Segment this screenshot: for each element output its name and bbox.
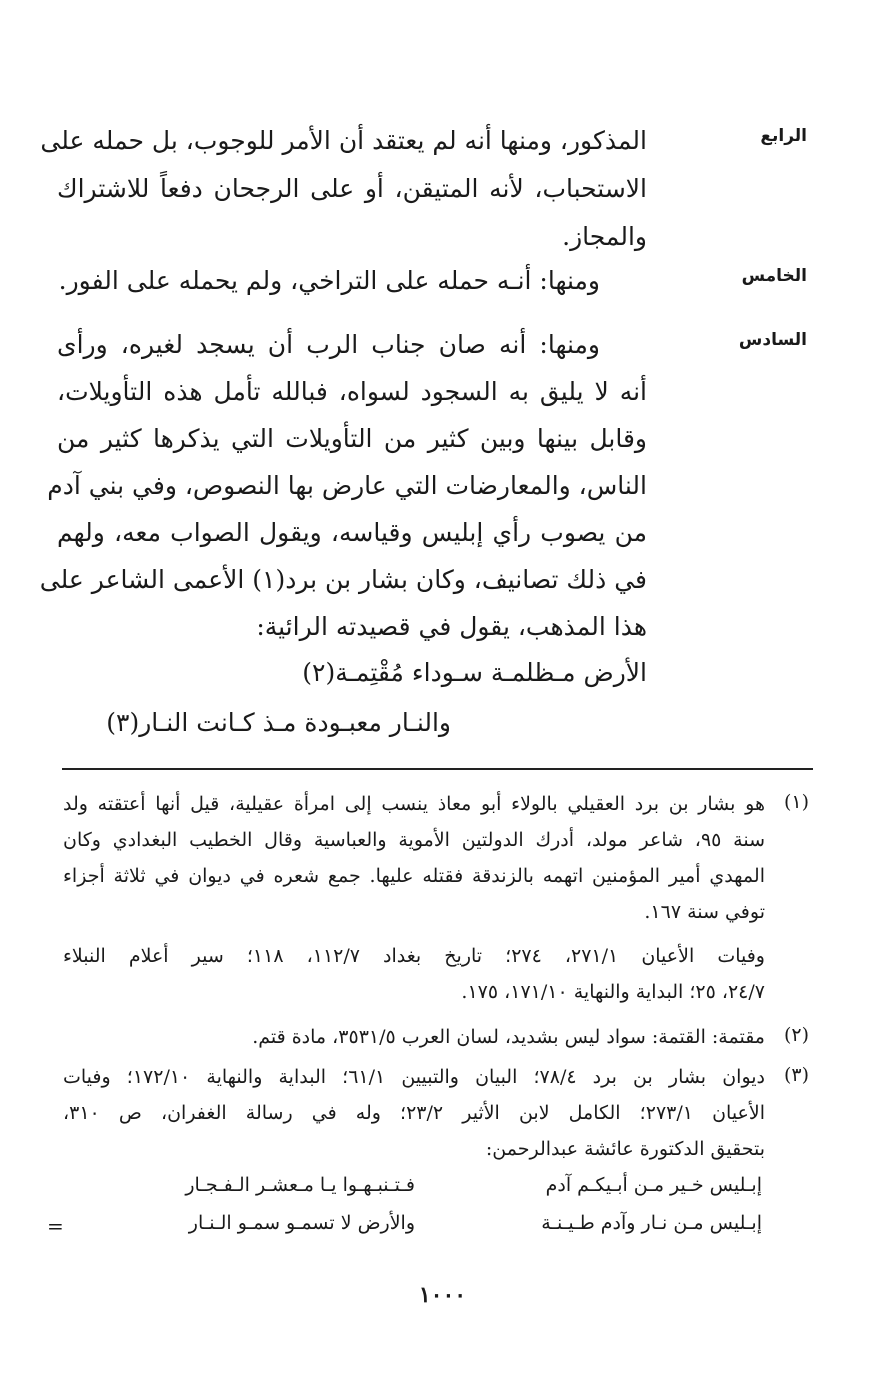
footnote-line: وفيات الأعيان ٢٧١/١، ٢٧٤؛ تاريخ بغداد ١١٢/٧، ١١٨؛ سير أعلام النبلاء [63,945,765,967]
text-line: المذكور، ومنها أنه لم يعتقد أن الأمر للوجوب، بل حمله على [40,126,647,155]
footnote-line: هو بشار بن برد العقيلي بالولاء أبو معاذ ينسب إلى امرأة عقيلية، قيل أنها أعتقته ولد [63,793,765,815]
poem-hemistich-left: فـتـنبـهـوا يـا مـعشـر الـفـجـار [185,1174,415,1196]
text-line: وقابل بينها وبين كثير من التأويلات التي يذكرها كثير من [57,424,647,453]
footnote-line: الأعيان ٢٧٣/١؛ الكامل لابن الأثير ٢٣/٢؛ وله في رسالة الغفران، ص ٣١٠، [63,1102,766,1124]
section-marker: الخامس [741,266,807,286]
text-line: من يصوب رأي إبليس وقياسه، ويقول الصواب معه، ولهم [57,518,647,547]
verse-second-hemistich: والنـار معبـودة مـذ كـانت النـار(٣) [106,708,451,737]
footnote-number: (٣) [783,1064,809,1086]
footnote-line: المهدي أمير المؤمنين اتهمه بالزندقة فقتله عليها. جمع شعره في ديوان في ثلاثة أجزاء [63,865,765,887]
text-line: الناس، والمعارضات التي عارض بها النصوص، وفي بني آدم [47,471,647,500]
section-marker: الرابع [760,126,807,146]
continuation-mark: = [47,1214,64,1238]
footnote-line: بتحقيق الدكتورة عائشة عبدالرحمن: [485,1138,765,1160]
text-line: ومنها: أنه صان جناب الرب أن يسجد لغيره، ورأى [57,330,600,359]
footnote-separator [62,768,813,770]
footnote-line: مقتمة: القتمة: سواد ليس بشديد، لسان العرب ٣٥٣١/٥، مادة قتم. [252,1026,765,1048]
footnote-line: ديوان بشار بن برد ٧٨/٤؛ البيان والتبيين ٦١/١؛ البداية والنهاية ١٧٢/١٠؛ وفيات [63,1066,766,1088]
text-line: ومنها: أنـه حمله على التراخي، ولم يحمله على الفور. [58,266,600,295]
footnote-number: (٢) [783,1024,809,1046]
text-line: والمجاز. [562,222,647,251]
footnote-number: (١) [783,791,809,813]
verse-first-hemistich: الأرض مـظلمـة سـوداء مُقْتِمـة(٢) [302,658,647,687]
text-line: الاستحباب، لأنه المتيقن، أو على الرجحان دفعاً للاشتراك [57,174,647,203]
footnote-line: سنة ٩٥، شاعر مولد، أدرك الدولتين الأموية والعباسية وقال الخطيب البغدادي وكان [63,829,766,851]
poem-hemistich-left: والأرض لا تسمـو سمـو الـنـار [188,1212,415,1234]
page-number: ١٠٠٠ [418,1282,467,1308]
poem-hemistich-right: إبـليس خـير مـن أبـيكـم آدم [545,1174,762,1196]
section-marker: السادس [738,330,807,350]
text-line: أنه لا يليق به السجود لسواه، فبالله تأمل هذه التأويلات، [57,377,647,406]
text-line: في ذلك تصانيف، وكان بشار بن برد(١) الأعمى الشاعر على [39,565,647,594]
footnote-line: توفي سنة ١٦٧. [644,901,765,923]
poem-hemistich-right: إبـليس مـن نـار وآدم طـيـنـة [541,1212,762,1234]
footnote-line: ٢٤/٧، ٢٥؛ البداية والنهاية ١٧١/١٠، ١٧٥. [461,981,765,1003]
text-line: هذا المذهب، يقول في قصيدته الرائية: [256,612,647,641]
